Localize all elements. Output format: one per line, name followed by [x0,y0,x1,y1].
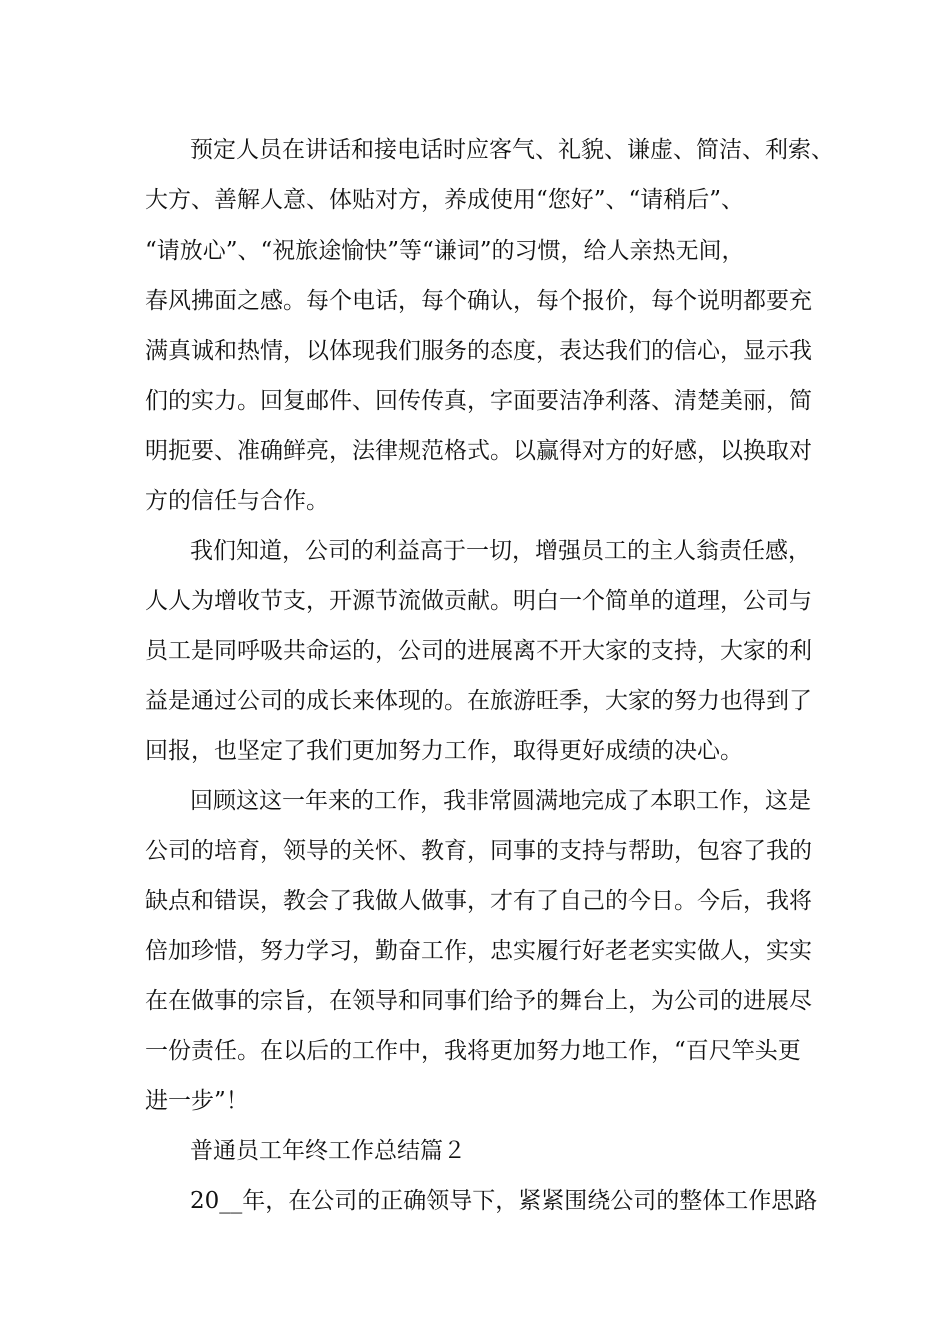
text-line: “请放心”、“祝旅途愉快”等“谦词”的习惯，给人亲热无间， [145,238,745,264]
text-line: 明扼要、准确鲜亮，法律规范格式。以赢得对方的好感，以换取对 [145,438,812,464]
text-line: 在在做事的宗旨，在领导和同事们给予的舞台上，为公司的进展尽 [145,988,812,1014]
text-line: 大方、善解人意、体贴对方，养成使用“您好”、“请稍后”、 [145,187,745,213]
section-heading: 普通员工年终工作总结篇２ [190,1138,466,1164]
text-line: 们的实力。回复邮件、回传传真，字面要洁净利落、清楚美丽，简 [145,388,812,414]
text-line: 缺点和错误，教会了我做人做事，才有了自己的今日。今后，我将 [145,888,812,914]
text-line: 进一步”！ [145,1088,249,1114]
text-line: 回顾这这一年来的工作，我非常圆满地完成了本职工作，这是 [190,788,811,814]
text-line: 方的信任与合作。 [145,488,329,514]
text-line: 倍加珍惜，努力学习，勤奋工作，忠实履行好老老实实做人，实实 [145,938,812,964]
text-line: 春风拂面之感。每个电话，每个确认，每个报价，每个说明都要充 [145,288,812,314]
text-line: 回报，也坚定了我们更加努力工作，取得更好成绩的决心。 [145,738,743,764]
text-line: 20__年，在公司的正确领导下，紧紧围绕公司的整体工作思路 [190,1188,818,1214]
text-line: 公司的培育，领导的关怀、教育，同事的支持与帮助，包容了我的 [145,838,812,864]
text-line: 满真诚和热情，以体现我们服务的态度，表达我们的信心，显示我 [145,338,812,364]
text-line: 益是通过公司的成长来体现的。在旅游旺季，大家的努力也得到了 [145,688,812,714]
text-line: 我们知道，公司的利益高于一切，增强员工的主人翁责任感， [190,538,811,564]
text-line: 一份责任。在以后的工作中，我将更加努力地工作，“百尺竿头更 [145,1038,801,1064]
text-line: 人人为增收节支，开源节流做贡献。明白一个简单的道理，公司与 [145,588,812,614]
text-line: 员工是同呼吸共命运的，公司的进展离不开大家的支持，大家的利 [145,638,812,664]
text-line: 预定人员在讲话和接电话时应客气、礼貌、谦虚、简洁、利索、 [190,137,834,163]
